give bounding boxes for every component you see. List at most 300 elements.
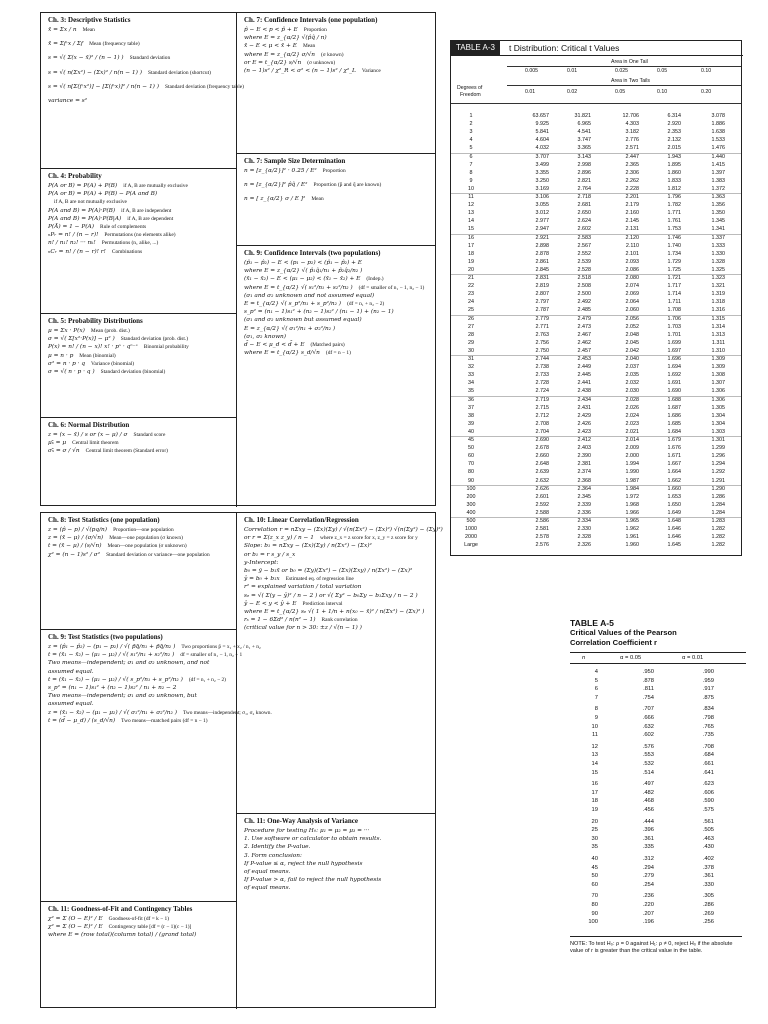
df-cell: 1 [469, 113, 473, 119]
formula-expression: 2. Identify the P-value. [244, 844, 311, 851]
table-row [451, 340, 743, 346]
n-cell: 8 [594, 706, 598, 713]
value-cell: 2.023 [625, 420, 639, 427]
n-cell: 10 [591, 723, 598, 730]
value-cell: 2.733 [535, 372, 549, 379]
formula-description: if A, B are mutually exclusive [123, 183, 188, 189]
value-cell: .875 [702, 694, 714, 701]
formula-expression: Slope: b₁ = nΣxy − (Σx)(Σy) / n(Σx²) − (Σx)² [244, 543, 372, 550]
df-cell: 19 [468, 258, 474, 265]
value-cell: .561 [702, 818, 714, 825]
formula-line [244, 827, 430, 835]
formula-description: Proportion (p̂ and q̂ are known) [313, 182, 382, 189]
value-cell: 2.771 [535, 323, 549, 330]
table-row [570, 743, 746, 751]
table-row [570, 714, 746, 722]
n-cell: 70 [591, 893, 598, 900]
formula-line [48, 26, 231, 34]
value-cell: 2.508 [577, 283, 591, 290]
formula-line [244, 349, 430, 357]
value-cell: 2.724 [535, 388, 549, 395]
formula-description: df = smaller of n₁ − 1, n₂ − 1 [180, 652, 243, 659]
value-cell: 2.381 [577, 461, 591, 468]
value-cell: 2.719 [535, 396, 549, 403]
value-cell: 63.657 [532, 113, 549, 119]
divider [507, 85, 741, 86]
table-row [570, 780, 746, 788]
formula-line [244, 534, 430, 542]
formula-line [244, 195, 430, 203]
section-heading: Ch. 9: Confidence Intervals (two populations) [244, 249, 381, 257]
table-row [451, 348, 743, 354]
section-heading: Ch. 10: Linear Correlation/Regression [244, 516, 359, 524]
formula-expression: μ = n · p [48, 352, 74, 359]
value-cell: 1.711 [667, 299, 681, 306]
formula-expression: r² = explained variation / total variation [244, 584, 362, 591]
value-cell: 1.688 [667, 396, 681, 403]
df-cell: 39 [468, 420, 474, 427]
value-cell: 2.328 [577, 534, 591, 541]
value-cell: .305 [702, 893, 714, 900]
formula-line [244, 167, 430, 175]
value-cell: .990 [702, 669, 714, 675]
value-cell: 1.690 [667, 388, 681, 395]
table-row [570, 705, 746, 713]
table-a3-title: t Distribution: Critical t Values [509, 43, 620, 53]
value-cell: 2.132 [667, 137, 681, 144]
value-cell: 1.309 [711, 364, 725, 371]
table-row [451, 186, 743, 192]
formula-line [48, 69, 231, 77]
formula-line [48, 931, 231, 939]
value-cell: 3.182 [625, 129, 639, 136]
formula-expression: σₓ̄ = σ / √n [48, 448, 80, 455]
two-tail-caption: Area in Two Tails [611, 78, 651, 84]
n-cell: 20 [591, 818, 598, 825]
value-cell: 3.707 [535, 153, 549, 160]
value-cell: 2.201 [625, 194, 639, 200]
n-cell: 90 [591, 910, 598, 917]
value-cell: .834 [702, 706, 714, 713]
value-cell: 2.339 [577, 501, 591, 508]
formula-line [244, 300, 430, 308]
table-row [451, 437, 743, 443]
formula-expression: where E = t_{α/2} √( s₁²/n₁ + s₂²/n₂ ) [244, 284, 353, 291]
value-cell: 1.294 [711, 461, 725, 468]
value-cell: 1.440 [711, 153, 725, 160]
value-cell: 2.052 [625, 323, 639, 330]
value-cell: 5.841 [535, 129, 549, 136]
value-cell: 2.228 [625, 185, 639, 192]
value-cell: 2.179 [625, 202, 639, 209]
formula-description: if A, B are not mutually exclusive [54, 199, 127, 206]
value-cell: 2.441 [577, 380, 591, 387]
df-cell: 7 [469, 161, 473, 168]
formula-expression: z = (x − x̄) / s or (x − μ) / σ [48, 432, 128, 438]
formula-expression: E = z_{α/2} √( σ₁²/n₁ + σ₂²/n₂ ) [244, 325, 336, 332]
formula-line [48, 542, 231, 550]
value-cell: 2.412 [577, 437, 591, 443]
value-cell: 2.552 [577, 250, 591, 257]
value-cell: 1.290 [711, 485, 725, 492]
formula-line [48, 534, 231, 542]
value-cell: 1.345 [711, 218, 725, 225]
formula-expression: ₙCᵣ = n! / (n − r)! r! [48, 248, 106, 255]
formula-expression: z = (x̄ − μ) / (σ/√n) [48, 535, 104, 542]
section-heading: Ch. 9: Test Statistics (two populations) [48, 633, 163, 641]
table-a5-label: TABLE A-5 [570, 618, 614, 628]
value-cell: 1.753 [667, 226, 681, 233]
table-row [570, 723, 746, 731]
value-cell: 2.485 [577, 307, 591, 314]
value-cell: 3.250 [535, 177, 549, 184]
value-cell: 1.961 [625, 534, 639, 541]
formula-panel-bottom [40, 512, 443, 1008]
n-cell: 12 [591, 743, 598, 750]
formula-description: Mean (binomial) [79, 352, 116, 359]
formula-line [244, 843, 430, 851]
value-cell: 2.660 [535, 453, 549, 460]
formula-expression: z = (p̂ − p) / √(pq/n) [48, 527, 108, 533]
row-separator [451, 355, 741, 356]
value-cell: 2.601 [535, 493, 549, 500]
value-cell: 1.313 [711, 331, 725, 338]
value-cell: 1.308 [711, 372, 725, 379]
value-cell: 2.779 [535, 315, 549, 322]
value-cell: .917 [702, 686, 714, 693]
formula-expression: assumed equal. [48, 701, 94, 708]
df-cell: 2 [469, 121, 473, 128]
value-cell: .765 [702, 723, 714, 730]
df-cell: 40 [468, 428, 474, 435]
formula-expression: σ = √( n · p · q ) [48, 369, 95, 376]
section-heading: Ch. 11: Goodness-of-Fit and Contingency Tables [48, 905, 193, 913]
table-a3-tag: TABLE A-3 [451, 41, 500, 55]
value-cell: 1.328 [711, 258, 725, 265]
value-cell: 2.624 [577, 218, 591, 225]
value-cell: 2.365 [625, 161, 639, 168]
value-cell: .396 [642, 827, 654, 834]
value-cell: 1.350 [711, 210, 725, 217]
value-cell: 1.314 [711, 323, 725, 330]
table-row [451, 445, 743, 451]
value-cell: 1.943 [667, 153, 681, 160]
formula-line [244, 876, 430, 884]
section-heading: Ch. 8: Test Statistics (one population) [48, 516, 160, 524]
value-cell: .950 [642, 669, 654, 675]
col-header: 0.10 [657, 89, 668, 95]
value-cell: 2.306 [625, 169, 639, 176]
n-cell: 40 [591, 856, 598, 862]
value-cell: 2.861 [535, 258, 549, 265]
value-cell: 1.796 [667, 194, 681, 200]
value-cell: 2.581 [535, 526, 549, 533]
formula-expression: x̄ = Σf·x / Σf [48, 41, 84, 48]
formula-expression: (x̄₁ − x̄₂) − E < (μ₁ − μ₂) < (x̄₁ − x̄₂) + E [244, 276, 361, 283]
formula-expression: where E = t_{α/2} sₑ √( 1 + 1/n + n(x₀ − x̄)² / n(Σx²) − (Σx)² ) [244, 609, 425, 616]
section-anova [237, 813, 435, 1009]
formula-line [48, 223, 231, 231]
value-cell: 2.447 [625, 153, 639, 160]
value-cell: 2.583 [577, 234, 591, 241]
table-row [451, 291, 743, 297]
formula-description: Contingency table [df = (r − 1)(c − 1)] [108, 924, 192, 931]
value-cell: 3.365 [577, 145, 591, 152]
formula-line [244, 559, 430, 567]
value-cell: 1.372 [711, 185, 725, 192]
value-cell: .514 [642, 769, 654, 776]
table-row [451, 226, 743, 232]
table-row [451, 283, 743, 289]
value-cell: 2.009 [625, 445, 639, 452]
formula-description: if A, B are dependent [127, 215, 174, 222]
value-cell: 2.353 [667, 129, 681, 136]
formula-description: Mean [82, 27, 95, 33]
value-cell: 1.686 [667, 412, 681, 419]
value-cell: 1.311 [711, 339, 725, 346]
value-cell: 1.746 [667, 234, 681, 241]
value-cell: 1.782 [667, 202, 681, 209]
formula-line [244, 325, 430, 333]
value-cell: 1.306 [711, 388, 725, 395]
value-cell: 1.987 [625, 477, 639, 484]
value-cell: .505 [702, 827, 714, 834]
formula-expression: P(A or B) = P(A) + P(B) [48, 183, 118, 189]
value-cell: 2.715 [535, 404, 549, 411]
n-cell: 11 [591, 732, 598, 739]
formula-expression: d̄ − E < μ_d < d̄ + E [244, 342, 305, 349]
table-a3 [450, 40, 742, 556]
value-cell: 2.364 [577, 485, 591, 492]
value-cell: 1.397 [711, 169, 725, 176]
formula-line [48, 526, 231, 534]
table-a3-header [451, 41, 743, 56]
formula-line [244, 308, 430, 316]
value-cell: 2.434 [577, 396, 591, 403]
formula-expression: ŷ − E < y < ŷ + E [244, 600, 297, 607]
value-cell: 1.685 [667, 420, 681, 427]
formula-description: Variance (binomial) [91, 360, 135, 367]
formula-expression: s = √( n(Σx²) − (Σx)² / n(n − 1) ) [48, 69, 142, 76]
formula-expression: P(x) = n! / (n − x)! x! · pˣ · qⁿ⁻ˣ [48, 344, 138, 351]
table-row [570, 901, 746, 909]
col-header: 0.05 [615, 89, 626, 95]
formula-line [48, 447, 231, 455]
table-a5-note: NOTE: To test H₀: ρ = 0 against H₁: ρ ≠ 0, reject H₀ if the absolute value of r is greater than the critical value in the table. [570, 936, 742, 955]
n-cell: 25 [591, 827, 598, 834]
value-cell: .402 [702, 856, 714, 862]
formula-expression: 1. Use software or calculator to obtain results. [244, 836, 382, 843]
value-cell: 2.390 [577, 453, 591, 460]
table-row [451, 170, 743, 176]
table-row [451, 251, 743, 257]
table-row [451, 121, 743, 127]
value-cell: .590 [702, 798, 714, 805]
formula-expression: Procedure for testing H₀: μ₁ = μ₂ = μ₃ = ··· [244, 828, 370, 834]
formula-line [48, 83, 244, 91]
formula-expression: 3. Form conclusion: [244, 852, 302, 859]
formula-description: (σ unknown) [307, 59, 336, 66]
n-cell: 18 [591, 798, 598, 805]
value-cell: .256 [702, 919, 714, 926]
formula-line [244, 583, 430, 591]
table-row [451, 526, 743, 532]
value-cell: 2.026 [625, 404, 639, 411]
value-cell: .444 [642, 818, 654, 825]
formula-line [48, 239, 231, 247]
section-ch4 [41, 168, 236, 313]
formula-description: Prediction interval [302, 600, 343, 607]
n-cell: 5 [594, 677, 598, 684]
value-cell: 2.160 [625, 210, 639, 217]
formula-description: Two proportions p̄ = x₁ + x₂ / n₁ + n₂ [181, 644, 261, 650]
formula-description: Proportion—one population [113, 527, 174, 533]
value-cell: .576 [642, 743, 654, 750]
spacer [244, 204, 430, 210]
value-cell: 1.692 [667, 372, 681, 379]
value-cell: 1.679 [667, 437, 681, 443]
value-cell: 4.303 [625, 121, 639, 128]
table-row [451, 388, 743, 394]
table-row [451, 243, 743, 249]
value-cell: 2.423 [577, 428, 591, 435]
formula-line [48, 915, 231, 923]
formula-expression: z = (p̂₁ − p̂₂) − (p₁ − p₂) / √( p̄q̄/n₁ + p̄q̄/n₂ ) [48, 644, 176, 650]
formula-expression: μ = Σx · P(x) [48, 328, 85, 334]
value-cell: 2.500 [577, 291, 591, 298]
table-row [570, 855, 746, 863]
formula-description: Mean—one population (σ known) [109, 535, 183, 542]
n-cell: 50 [591, 873, 598, 880]
formula-description: Mean (prob. dist.) [90, 328, 130, 334]
formula-description: (df = smaller of n₁ − 1, n₂ − 1) [358, 284, 425, 291]
value-cell: .335 [642, 844, 654, 851]
value-cell: 2.776 [625, 137, 639, 144]
table-row [451, 453, 743, 459]
value-cell: 2.738 [535, 364, 549, 371]
value-cell: 3.106 [535, 194, 549, 200]
value-cell: 1.333 [711, 242, 725, 249]
value-cell: 3.078 [711, 113, 725, 119]
formula-expression: where E = z_{α/2} √(p̂q̂ / n) [244, 35, 327, 42]
formula-description: Variance [361, 68, 381, 75]
formula-description: (df = n − 1) [325, 350, 351, 357]
value-cell: .236 [642, 893, 654, 900]
formula-expression: χ² = Σ (O − E)² / E [48, 924, 103, 931]
df-cell: 13 [468, 210, 474, 217]
value-cell: 1.323 [711, 275, 725, 281]
formula-line [48, 643, 261, 651]
value-cell: 2.045 [625, 339, 639, 346]
value-cell: 1.962 [625, 526, 639, 533]
value-cell: 1.687 [667, 404, 681, 411]
value-cell: 2.681 [577, 202, 591, 209]
formula-expression: t = (x̄ − μ) / (s/√n) [48, 543, 102, 550]
value-cell: .878 [642, 677, 654, 684]
table-row [451, 178, 743, 184]
value-cell: .497 [642, 781, 654, 788]
formula-line [244, 67, 430, 75]
formula-line [48, 198, 231, 206]
formula-line [244, 333, 430, 341]
table-row [570, 835, 746, 843]
df-cell: 14 [468, 218, 474, 225]
table-row [570, 892, 746, 900]
table-row [451, 397, 743, 403]
value-cell: .532 [642, 761, 654, 767]
value-cell: 2.763 [535, 331, 549, 338]
value-cell: 1.319 [711, 291, 725, 298]
value-cell: 2.021 [625, 428, 639, 435]
table-row [451, 299, 743, 305]
value-cell: 1.282 [711, 542, 725, 549]
value-cell: .456 [642, 807, 654, 813]
value-cell: .632 [642, 723, 654, 730]
formula-expression: P(A and B) = P(A)·P(B|A) [48, 215, 122, 222]
value-cell: .798 [702, 715, 714, 721]
formula-line [244, 284, 430, 292]
table-row [570, 910, 746, 918]
df-cell: 24 [468, 299, 474, 306]
formula-expression: b₀ = ȳ − b₁x̄ or b₀ = (Σy)(Σx²) − (Σx)(Σxy) / n(Σx²) − (Σx)² [244, 568, 413, 575]
value-cell: 1.648 [667, 518, 681, 524]
table-a5-header-row [570, 654, 746, 662]
value-cell: 4.032 [535, 145, 549, 152]
value-cell: 1.315 [711, 315, 725, 322]
value-cell: 1.318 [711, 299, 725, 306]
df-cell: 36 [468, 396, 474, 403]
value-cell: 1.283 [711, 518, 725, 524]
value-cell: .361 [642, 835, 654, 842]
value-cell: 2.896 [577, 169, 591, 176]
value-cell: .666 [642, 715, 654, 721]
value-cell: 1.706 [667, 315, 681, 322]
value-cell: 2.576 [535, 542, 549, 549]
value-cell: 2.756 [535, 339, 549, 346]
value-cell: 3.143 [577, 153, 591, 160]
formula-expression: n = [z_{α/2}]² · 0.25 / E² [244, 168, 317, 174]
formula-line [244, 542, 430, 550]
row-separator [451, 485, 741, 486]
formula-expression: t = (x̄₁ − x̄₂) − (μ₁ − μ₂) / √( s_p²/n₁ + s_p²/n₂ ) [48, 676, 183, 683]
value-cell: 2.080 [625, 275, 639, 281]
formula-line [48, 360, 231, 368]
formula-line [244, 860, 430, 868]
value-cell: .811 [643, 686, 654, 693]
formula-expression: rₛ = 1 − 6Σd² / n(n² − 1) [244, 617, 316, 624]
formula-description: Permutations (n₁ alike, ...) [101, 240, 159, 247]
value-cell: 2.042 [625, 347, 639, 354]
n-cell: 4 [594, 669, 598, 675]
table-row [570, 797, 746, 805]
value-cell: 2.764 [577, 185, 591, 192]
n-cell: 17 [591, 789, 598, 796]
formula-line [48, 668, 231, 676]
value-cell: 2.718 [577, 194, 591, 200]
value-cell: 2.014 [625, 437, 639, 443]
table-row [451, 202, 743, 208]
formula-expression: y-Intercept: [244, 559, 279, 566]
table-row [570, 760, 746, 768]
value-cell: .959 [702, 677, 714, 684]
formula-description: (df = n₁ + n₂ − 2) [347, 301, 385, 308]
df-cell: 90 [468, 477, 474, 484]
df-cell: 300 [466, 501, 476, 508]
formula-expression: Correlation r = nΣxy − (Σx)(Σy) / √(n(Σx²) − (Σx)²) √(n(Σy²) − (Σy)²) [244, 527, 443, 533]
formula-expression: ₙPᵣ = n! / (n − r)! [48, 232, 99, 239]
value-cell: .430 [702, 844, 714, 851]
value-cell: .468 [642, 798, 654, 805]
